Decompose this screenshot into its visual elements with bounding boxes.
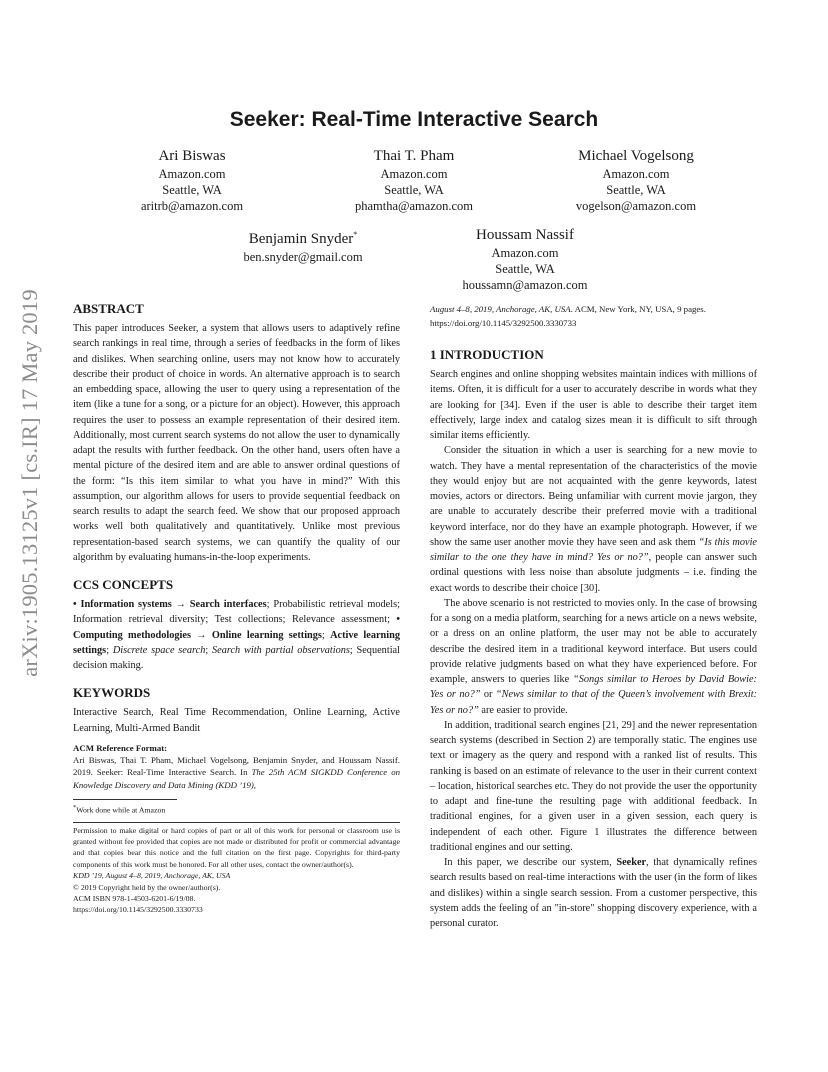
author-block xyxy=(395,226,655,293)
paragraph: Search engines and online shopping websites maintain indices with millions of items. Often, it is difficult for a user to accurately describe in words what they are looking for [34]. Even if the user is able to describe their target item effectively, large index and catalog sizes mean it is difficult to sift through similar items efficiently. xyxy=(430,369,757,441)
author-block xyxy=(284,147,544,214)
author-affiliation: Amazon.com xyxy=(380,167,448,181)
section-heading: ABSTRACT xyxy=(73,301,144,316)
section-heading: CCS CONCEPTS xyxy=(73,577,174,592)
author-name: Benjamin Snyder* xyxy=(248,230,358,247)
author-email: aritrb@amazon.com xyxy=(140,199,244,213)
author-location: Seattle, WA xyxy=(162,183,222,197)
author-name: Houssam Nassif xyxy=(476,227,574,243)
paragraph: In addition, traditional search engines [21, 29] and the newer representation search systems (described in Section 2) are temporally static. The engines use text or imagery as the query and respond with a ranked list of results. This ranking is based on an estimate of relevance to the user in their current context – location, historical searches etc. They do not provide the user the opportunity to adapt and fine-tune the resulting page with additional feedback. In traditional engines, for a given user in a given session, each query is independent of each other. Figure 1 illustrates the difference between traditional engines and our setting. xyxy=(430,719,757,853)
abstract-text: This paper introduces Seeker, a system that allows users to adaptively refine search rankings in real time, through a series of feedbacks in the form of likes and dislikes. When searching online, users may not know how to accurately describe their product of choice in words. An alternative approach is to search an embedding space, allowing the user to query using a representation of the item (like a tune for a song, or a picture for an object). However, this approach requires the user to possess an example representation of their desired item. Additionally, most current search systems do not allow the user to dynamically adapt the results with further feedback. On the other hand, users often have a mental picture of the desired item and are able to answer ordinal questions of the form: “Is this item similar to what you have in mind?” With this assumption, our algorithm allows for users to provide sequential feedback on search results to adapt the search feed. We show that our proposed approach works well both qualitatively and quantitatively. Unlike most previous representation-based search systems, we can quantify the quality of our algorithm by evaluating humans-in-the-loop experiments. xyxy=(73,323,400,563)
author-affiliation: Amazon.com xyxy=(158,167,226,181)
author-email: vogelson@amazon.com xyxy=(575,199,697,213)
permission-rule xyxy=(73,822,400,823)
footnote: *Work done while at Amazon xyxy=(73,803,166,815)
author-block xyxy=(506,147,766,214)
paragraph: The above scenario is not restricted to movies only. In the case of browsing for a song on a media platform, searching for a news article on a news website, or a dress on an online platform, the user may not be able to accurately describe the desired item in a traditional keyword interface. But users could provide relative judgments based on what they have experienced before. For example, answers to queries like “Songs similar to Heroes by David Bowie: Yes or no?” or “News similar to that of the Queen’s involvement with Brexit: Yes or no?” are easier to provide. xyxy=(430,597,757,716)
acm-reference: Ari Biswas, Thai T. Pham, Michael Vogelsong, Benjamin Snyder, and Houssam Nassif. 2019. Seeker: Real-Time Interactive Search. In The 25th ACM SIGKDD Conference on Knowledge Discovery and Data Mining (KDD ’19), xyxy=(73,754,400,790)
arxiv-stamp: arXiv:1905.13125v1 [cs.IR] 17 May 2019 xyxy=(17,289,42,677)
keywords-text: Interactive Search, Real Time Recommendation, Online Learning, Active Learning, Multi-Armed Bandit xyxy=(73,707,400,734)
author-name: Ari Biswas xyxy=(158,148,226,164)
author-name: Michael Vogelsong xyxy=(578,148,694,164)
author-affiliation: Amazon.com xyxy=(491,246,559,260)
acm-ref-continued: August 4–8, 2019, Anchorage, AK, USA. ACM, New York, NY, USA, 9 pages. https://doi.org/10.1145/3292500.3330733 xyxy=(430,304,706,328)
right-column xyxy=(430,302,757,931)
author-affiliation: Amazon.com xyxy=(602,167,670,181)
footnote-rule xyxy=(73,799,177,800)
footnote-mark: * xyxy=(353,230,358,239)
author-block xyxy=(62,147,322,214)
author-location: Seattle, WA xyxy=(495,262,555,276)
author-block xyxy=(173,226,433,265)
left-column xyxy=(73,300,400,916)
author-email: ben.snyder@gmail.com xyxy=(243,250,363,264)
author-email: houssamn@amazon.com xyxy=(462,278,588,292)
permission-block: Permission to make digital or hard copies of part or all of this work for personal or classroom use is granted without fee provided that copies are not made or distributed for profit or commercial advantage and that copies bear this notice and the full citation on the first page. Copyrights for third-party components of this work must be honored. For all other uses, contact the owner/author(s). KDD ’19, August 4–8, 2019, Anchorage, AK, USA © 2019 Copyright held by the owner/author(s). ACM ISBN 978-1-4503-6201-6/19/08. https://doi.org/10.1145/3292500.3330733 xyxy=(73,825,400,915)
section-heading: 1 INTRODUCTION xyxy=(430,347,544,362)
author-location: Seattle, WA xyxy=(606,183,666,197)
paragraph: In this paper, we describe our system, Seeker, that dynamically refines search results based on real-time interactions with the user (in the form of likes and dislikes) within a single search session. From a customer perspective, this system adds the feeling of an "in-store" shopping discovery experience, with a personal curator. xyxy=(430,857,757,929)
author-name: Thai T. Pham xyxy=(373,148,455,164)
author-location: Seattle, WA xyxy=(384,183,444,197)
paragraph: Consider the situation in which a user is searching for a new movie to watch. They have a mental representation of the characteristics of the movie they would enjoy but are not acquainted with the genre keywords, latest movies, actors or directors. Being unfamiliar with current movie jargon, they are unable to accurately describe their preferred movie with a traditional keyword interface, nor do they have an example photograph. However, if we show the same user another movie they have seen and ask them “Is this movie similar to the one they have in mind? Yes or no?”, people can answer such ordinal questions with less noise than absolute judgments – i.e. finding the exact words to describe their choice [30]. xyxy=(430,445,758,594)
section-heading: KEYWORDS xyxy=(73,685,151,701)
paper-title: Seeker: Real-Time Interactive Search xyxy=(229,108,599,131)
author-email: phamtha@amazon.com xyxy=(354,199,474,213)
ccs-text: • Information systems → Search interfaces; Probabilistic retrieval models; Information retrieval diversity; Test collections; Relevance assessment; • Computing methodologies → Online learning settings; Active learning settings; Discrete space search; Search with partial observations; Sequential decision making. xyxy=(73,599,401,671)
acm-ref-heading: ACM Reference Format: xyxy=(73,742,168,753)
